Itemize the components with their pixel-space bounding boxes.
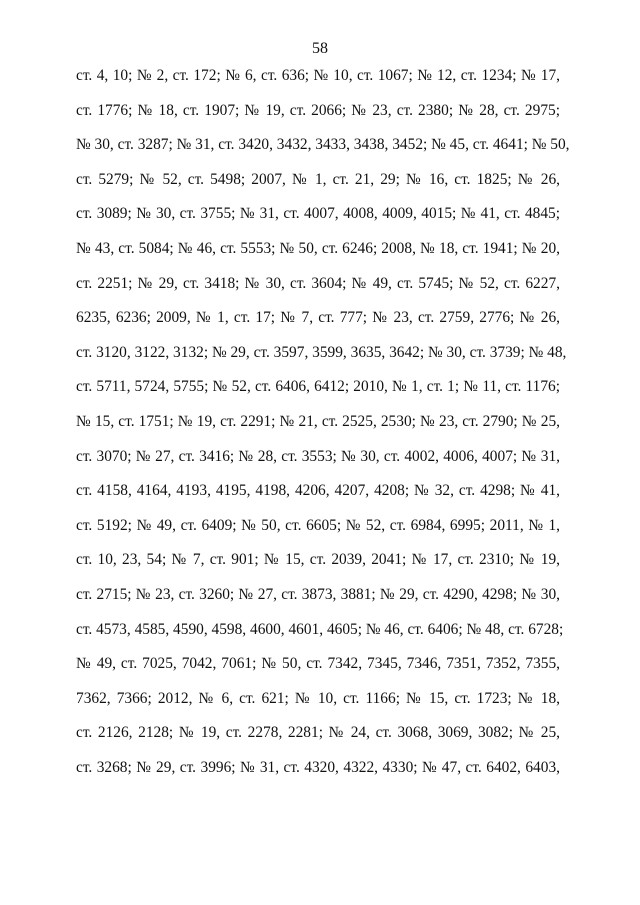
text-line-18: № 49, ст. 7025, 7042, 7061; № 50, ст. 7342, 7345, 7346, 7351, 7352, 7355,: [76, 655, 560, 673]
text-line-8: 6235, 6236; 2009, № 1, ст. 17; № 7, ст. 777; № 23, ст. 2759, 2776; № 26,: [76, 309, 560, 327]
body-text: [76, 66, 570, 792]
text-line-1: ст. 4, 10; № 2, ст. 172; № 6, ст. 636; № 10, ст. 1067; № 12, ст. 1234; № 17,: [76, 67, 560, 84]
text-line-19: 7362, 7366; 2012, № 6, ст. 621; № 10, ст. 1166; № 15, ст. 1723; № 18,: [76, 689, 560, 707]
text-line-15: ст. 10, 23, 54; № 7, ст. 901; № 15, ст. 2039, 2041; № 17, ст. 2310; № 19,: [76, 551, 560, 569]
text-line-20: ст. 2126, 2128; № 19, ст. 2278, 2281; № 24, ст. 3068, 3069, 3082; № 25,: [76, 724, 560, 742]
text-line-9: ст. 3120, 3122, 3132; № 29, ст. 3597, 3599, 3635, 3642; № 30, ст. 3739; № 48,: [76, 343, 567, 361]
page-number: 58: [312, 40, 328, 57]
text-line-5: ст. 3089; № 30, ст. 3755; № 31, ст. 4007, 4008, 4009, 4015; № 41, ст. 4845;: [76, 205, 560, 223]
text-line-12: ст. 3070; № 27, ст. 3416; № 28, ст. 3553; № 30, ст. 4002, 4006, 4007; № 31,: [76, 447, 560, 465]
text-line-17: ст. 4573, 4585, 4590, 4598, 4600, 4601, 4605; № 46, ст. 6406; № 48, ст. 6728;: [76, 620, 564, 638]
text-line-3: № 30, ст. 3287; № 31, ст. 3420, 3432, 3433, 3438, 3452; № 45, ст. 4641; № 50,: [76, 136, 570, 154]
text-line-4: ст. 5279; № 52, ст. 5498; 2007, № 1, ст. 21, 29; № 16, ст. 1825; № 26,: [76, 170, 560, 188]
text-line-10: ст. 5711, 5724, 5755; № 52, ст. 6406, 6412; 2010, № 1, ст. 1; № 11, ст. 1176;: [76, 378, 560, 396]
text-line-7: ст. 2251; № 29, ст. 3418; № 30, ст. 3604; № 49, ст. 5745; № 52, ст. 6227,: [76, 274, 560, 292]
text-line-6: № 43, ст. 5084; № 46, ст. 5553; № 50, ст. 6246; 2008, № 18, ст. 1941; № 20,: [76, 239, 560, 257]
text-line-2: ст. 1776; № 18, ст. 1907; № 19, ст. 2066; № 23, ст. 2380; № 28, ст. 2975;: [76, 101, 560, 119]
text-line-14: ст. 5192; № 49, ст. 6409; № 50, ст. 6605; № 52, ст. 6984, 6995; 2011, № 1,: [76, 516, 560, 534]
text-line-21: ст. 3268; № 29, ст. 3996; № 31, ст. 4320, 4322, 4330; № 47, ст. 6402, 6403,: [76, 758, 560, 776]
text-line-13: ст. 4158, 4164, 4193, 4195, 4198, 4206, 4207, 4208; № 32, ст. 4298; № 41,: [76, 482, 560, 500]
text-line-16: ст. 2715; № 23, ст. 3260; № 27, ст. 3873, 3881; № 29, ст. 4290, 4298; № 30,: [76, 585, 560, 603]
text-line-11: № 15, ст. 1751; № 19, ст. 2291; № 21, ст. 2525, 2530; № 23, ст. 2790; № 25,: [76, 412, 560, 430]
